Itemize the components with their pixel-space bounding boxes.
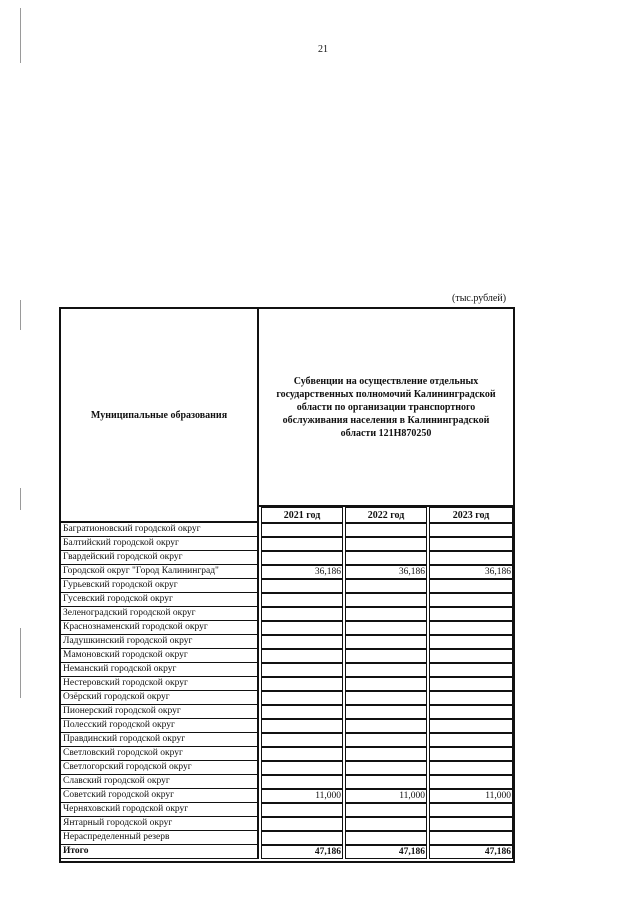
value-cell — [261, 747, 343, 761]
value-cell: 11,000 — [429, 789, 513, 803]
municipality-name: Багратионовский городской округ — [61, 523, 259, 537]
table-row — [61, 551, 513, 565]
value-cell — [261, 817, 343, 831]
table-row — [61, 607, 513, 621]
table-row — [61, 635, 513, 649]
page-number: 21 — [318, 44, 328, 55]
value-cell — [429, 705, 513, 719]
value-cell — [429, 649, 513, 663]
value-cell: 11,000 — [345, 789, 427, 803]
table-row — [61, 761, 513, 775]
value-cell — [345, 607, 427, 621]
value-cell — [261, 551, 343, 565]
value-cell — [345, 831, 427, 845]
value-cell — [261, 691, 343, 705]
value-cell — [429, 803, 513, 817]
municipality-name: Советский городской округ — [61, 789, 259, 803]
value-cell — [261, 719, 343, 733]
year-header-2022: 2022 год — [345, 507, 427, 523]
table-row — [61, 537, 513, 551]
table-row — [61, 705, 513, 719]
value-cell: 47,186 — [429, 845, 513, 859]
table-row — [61, 719, 513, 733]
value-cell — [345, 537, 427, 551]
value-cell: 47,186 — [345, 845, 427, 859]
value-cell — [261, 537, 343, 551]
municipality-name: Зеленоградский городской округ — [61, 607, 259, 621]
value-cell — [429, 677, 513, 691]
municipality-name: Полесский городской округ — [61, 719, 259, 733]
value-cell — [429, 621, 513, 635]
value-cell — [429, 635, 513, 649]
table-row — [61, 775, 513, 789]
value-cell — [261, 705, 343, 719]
table-row — [61, 691, 513, 705]
value-cell — [345, 691, 427, 705]
value-cell — [261, 579, 343, 593]
value-cell — [345, 593, 427, 607]
value-cell — [429, 607, 513, 621]
municipality-name: Славский городской округ — [61, 775, 259, 789]
value-cell — [429, 523, 513, 537]
subsidy-table — [59, 307, 515, 863]
value-cell — [345, 775, 427, 789]
table-row — [61, 677, 513, 691]
margin-mark — [20, 8, 21, 63]
value-cell — [345, 719, 427, 733]
municipality-name: Нераспределенный резерв — [61, 831, 259, 845]
value-cell — [345, 523, 427, 537]
value-cell — [345, 817, 427, 831]
value-cell — [261, 775, 343, 789]
value-cell — [429, 733, 513, 747]
table-row — [61, 831, 513, 845]
value-cell — [345, 761, 427, 775]
value-cell — [429, 831, 513, 845]
value-cell — [429, 691, 513, 705]
value-cell — [261, 607, 343, 621]
municipality-name: Балтийский городской округ — [61, 537, 259, 551]
municipality-name: Нестеровский городской округ — [61, 677, 259, 691]
municipality-name: Гурьевский городской округ — [61, 579, 259, 593]
value-cell — [345, 677, 427, 691]
value-cell — [429, 719, 513, 733]
table-row — [61, 789, 513, 803]
table-row — [61, 733, 513, 747]
value-cell — [261, 831, 343, 845]
value-cell — [261, 649, 343, 663]
value-cell: 36,186 — [261, 565, 343, 579]
value-cell: 36,186 — [345, 565, 427, 579]
value-cell — [345, 705, 427, 719]
margin-mark — [20, 628, 21, 698]
municipality-name: Неманский городской округ — [61, 663, 259, 677]
table-row — [61, 523, 513, 537]
year-header-row — [259, 507, 513, 523]
municipality-name: Итого — [61, 845, 259, 859]
municipality-name: Правдинский городской округ — [61, 733, 259, 747]
table-row — [61, 565, 513, 579]
municipality-name: Гвардейский городской округ — [61, 551, 259, 565]
value-cell — [345, 733, 427, 747]
margin-mark — [20, 488, 21, 510]
municipality-name: Ладушкинский городской округ — [61, 635, 259, 649]
value-cell: 47,186 — [261, 845, 343, 859]
municipality-name: Светлогорский городской округ — [61, 761, 259, 775]
units-note: (тыс.рублей) — [452, 293, 507, 304]
table-row — [61, 649, 513, 663]
margin-mark — [20, 300, 21, 330]
value-cell — [261, 677, 343, 691]
municipality-name: Мамоновский городской округ — [61, 649, 259, 663]
table-total-row — [61, 845, 513, 859]
header-municipalities: Муниципальные образования — [61, 309, 259, 523]
value-cell: 11,000 — [261, 789, 343, 803]
value-cell — [261, 803, 343, 817]
value-cell — [345, 663, 427, 677]
value-cell — [345, 649, 427, 663]
value-cell — [261, 761, 343, 775]
value-cell — [345, 803, 427, 817]
year-header-2021: 2021 год — [261, 507, 343, 523]
municipality-name: Озёрский городской округ — [61, 691, 259, 705]
value-cell — [261, 663, 343, 677]
value-cell — [261, 593, 343, 607]
value-cell — [429, 551, 513, 565]
value-cell — [429, 579, 513, 593]
municipality-name: Пионерский городской округ — [61, 705, 259, 719]
table-row — [61, 593, 513, 607]
municipality-name: Гусевский городской округ — [61, 593, 259, 607]
municipality-name: Черняховский городской округ — [61, 803, 259, 817]
value-cell — [345, 579, 427, 593]
value-cell — [345, 635, 427, 649]
value-cell — [261, 523, 343, 537]
header-subsidy-title: Субвенции на осуществление отдельных государственных полномочий Калининградской области по организации транспортного обслуживания населения в Калининградской области 121Н870250 — [259, 309, 513, 507]
municipality-name: Городской округ "Город Калининград" — [61, 565, 259, 579]
table-row — [61, 621, 513, 635]
value-cell — [345, 621, 427, 635]
municipality-name: Краснознаменский городской округ — [61, 621, 259, 635]
value-cell — [429, 761, 513, 775]
value-cell — [429, 663, 513, 677]
table-row — [61, 579, 513, 593]
value-cell — [261, 635, 343, 649]
table-row — [61, 663, 513, 677]
table-row — [61, 817, 513, 831]
municipality-name: Янтарный городской округ — [61, 817, 259, 831]
value-cell — [429, 537, 513, 551]
year-header-2023: 2023 год — [429, 507, 513, 523]
value-cell — [261, 733, 343, 747]
municipality-name: Светловский городской округ — [61, 747, 259, 761]
value-cell — [429, 747, 513, 761]
value-cell — [345, 551, 427, 565]
value-cell — [429, 817, 513, 831]
value-cell — [261, 621, 343, 635]
value-cell — [429, 775, 513, 789]
table-row — [61, 747, 513, 761]
value-cell: 36,186 — [429, 565, 513, 579]
table-row — [61, 803, 513, 817]
value-cell — [345, 747, 427, 761]
value-cell — [429, 593, 513, 607]
